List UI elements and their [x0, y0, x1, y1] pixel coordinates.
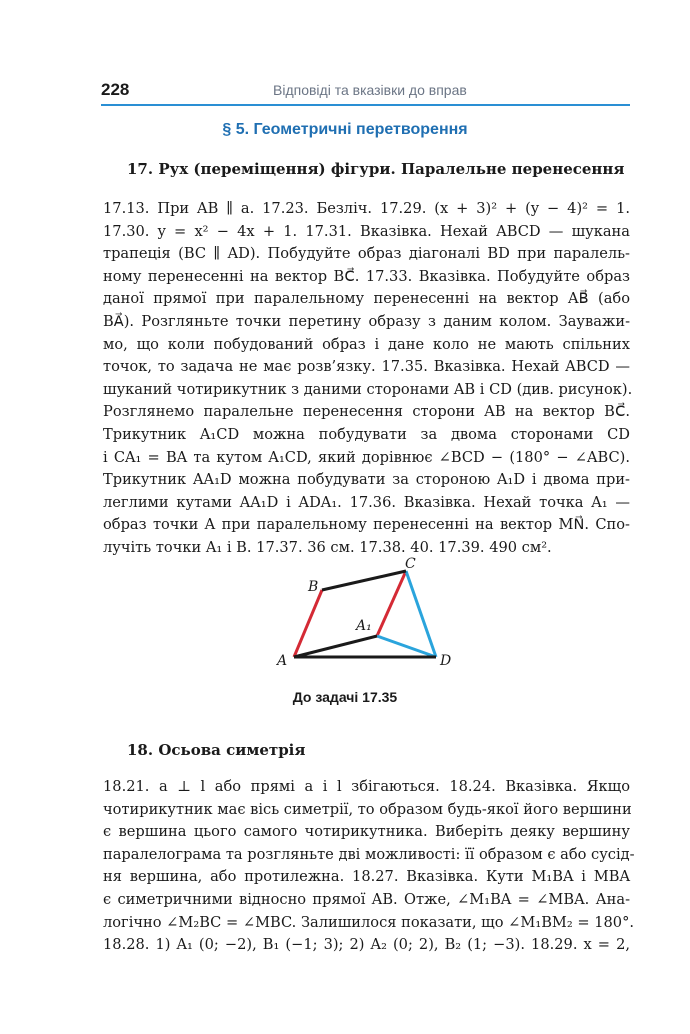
text-line: даної прямої при паралельному перенесенні на вектор AB⃗ (або	[103, 290, 630, 308]
text-line: 18.21. a ⊥ l або прямі a і l збігаються. 18.24. Вказівка. Якщо	[103, 778, 630, 795]
text-line: ня вершина, або протилежна. 18.27. Вказівка. Кути M₁BA і MBA	[103, 868, 630, 886]
text-line: точок, то задача не має розв’язку. 17.35. Вказівка. Нехай ABCD —	[103, 358, 630, 376]
text-line: образ точки A при паралельному перенесенні на вектор MN⃗. Спо-	[103, 516, 630, 534]
segment-a1d	[377, 636, 436, 657]
text-line: Трикутник A₁CD можна побудувати за двома сторонами CD	[103, 425, 630, 443]
label-d: D	[440, 653, 452, 669]
text-line: трапеція (BC ∥ AD). Побудуйте образ діагоналі BD при паралель-	[103, 245, 630, 263]
figure-17-35	[270, 555, 470, 675]
segment-cd	[406, 571, 436, 657]
segment-bc	[322, 571, 406, 590]
text-line: Розглянемо паралельне перенесення сторони AB на вектор BC⃗.	[103, 403, 630, 421]
figure-caption: До задачі 17.35	[292, 689, 398, 705]
text-line: ному перенесенні на вектор BC⃗. 17.33. Вказівка. Побудуйте образ	[103, 267, 630, 285]
text-line: 18.28. 1) A₁ (0; −2), B₁ (−1; 3); 2) A₂ (0; 2), B₂ (1; −3). 18.29. x = 2,	[103, 936, 630, 954]
text-line: Трикутник AA₁D можна побудувати за стороною A₁D і двома при-	[103, 471, 630, 489]
topic-18-heading: 18. Осьова симетрія	[127, 741, 306, 759]
text-line: леглими кутами AA₁D і ADA₁. 17.36. Вказівка. Нехай точка A₁ —	[103, 493, 630, 511]
text-line: шуканий чотирикутник з даними сторонами AB і CD (див. рисунок).	[103, 380, 633, 398]
text-line: 17.13. При AB ∥ a. 17.23. Безліч. 17.29. (x + 3)² + (y − 4)² = 1.	[103, 200, 630, 217]
topic-17-heading: 17. Рух (переміщення) фігури. Паралельне перенесення	[127, 160, 625, 178]
text-line: є симетричними відносно прямої AB. Отже, ∠M₁BA = ∠MBA. Ана-	[103, 890, 630, 908]
text-line: 17.30. y = x² − 4x + 1. 17.31. Вказівка. Нехай ABCD — шукана	[103, 222, 630, 240]
text-line: і CA₁ = BA та кутом A₁CD, який дорівнює ∠BCD − (180° − ∠ABC).	[103, 448, 630, 466]
header-rule	[101, 104, 630, 106]
section-title: § 5. Геометричні перетворення	[222, 121, 468, 138]
label-b: B	[308, 579, 319, 595]
text-line: чотирикутник має вісь симетрії, то образом будь-якої його вершини	[103, 800, 632, 818]
text-line: BA⃗). Розгляньте точки перетину образу з даним колом. Зауважи-	[103, 312, 630, 330]
text-line: є вершина цього самого чотирикутника. Виберіть деяку вершину	[103, 823, 630, 841]
answers-17-paragraph	[103, 198, 633, 560]
running-header-title: Відповіді та вказівки до вправ	[273, 82, 467, 98]
page-number: 228	[101, 80, 130, 99]
segment-aa1	[294, 636, 377, 657]
text-line: лучіть точки A₁ і B. 17.37. 36 см. 17.38. 40. 17.39. 490 см².	[103, 538, 552, 556]
page-header	[101, 80, 630, 106]
label-a: A	[277, 653, 288, 669]
text-line: паралелограма та розгляньте дві можливості: її образом є або сусід-	[103, 845, 635, 863]
text-line: мо, що коли побудований образ і дане коло не мають спільних	[103, 335, 630, 353]
label-a1: A₁	[356, 618, 372, 634]
answers-18-paragraph	[103, 776, 635, 957]
label-c: C	[405, 556, 416, 572]
segment-ab	[294, 590, 322, 657]
text-line: логічно ∠M₂BC = ∠MBC. Залишилося показати, що ∠M₁BM₂ = 180°.	[103, 913, 635, 931]
segment-a1c	[377, 571, 406, 636]
